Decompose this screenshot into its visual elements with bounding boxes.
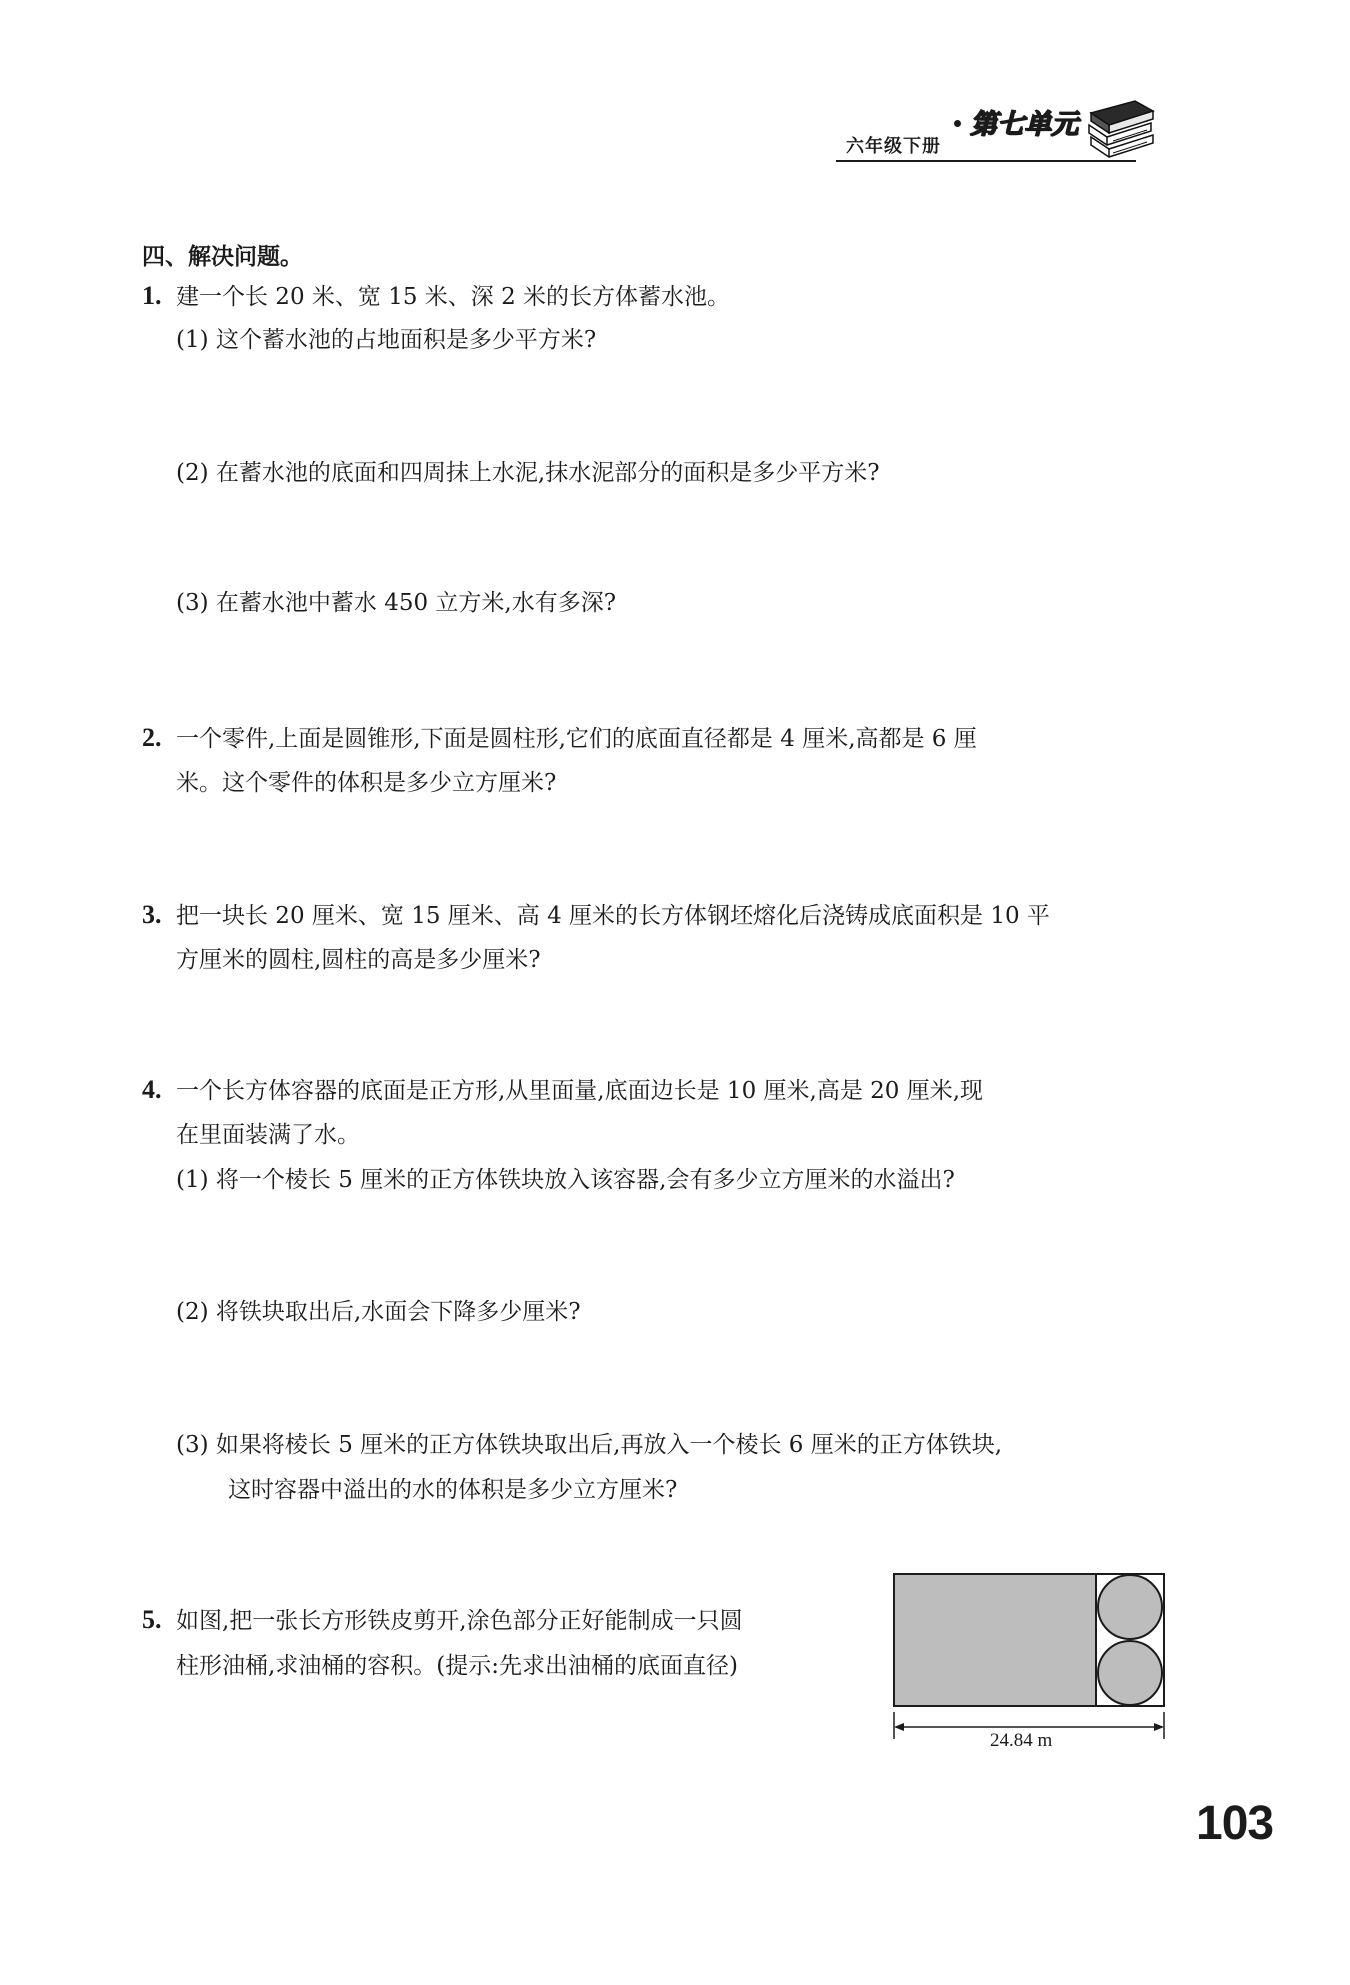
page-number: 103 xyxy=(1196,1797,1274,1850)
question-2-line-2: 米。这个零件的体积是多少立方厘米? xyxy=(176,770,557,796)
book-stack-icon xyxy=(1085,95,1157,165)
question-text: 建一个长 20 米、宽 15 米、深 2 米的长方体蓄水池。 xyxy=(176,284,731,310)
question-text-line-1: 如图,把一张长方形铁皮剪开,涂色部分正好能制成一只圆 xyxy=(176,1608,743,1634)
unit-title: 第七单元 xyxy=(970,109,1078,140)
question-4 xyxy=(142,1070,983,1111)
question-text-line-1: 一个长方体容器的底面是正方形,从里面量,底面边长是 10 厘米,高是 20 厘米,现 xyxy=(176,1078,984,1104)
question-4-sub-1: (1) 将一个棱长 5 厘米的正方体铁块放入该容器,会有多少立方厘米的水溢出? xyxy=(176,1167,955,1193)
question-number: 2. xyxy=(142,723,162,752)
question-text-line-1: 把一块长 20 厘米、宽 15 厘米、高 4 厘米的长方体钢坯熔化后浇铸成底面积是 10 平 xyxy=(176,903,1050,929)
question-4-sub-2: (2) 将铁块取出后,水面会下降多少厘米? xyxy=(176,1299,581,1325)
width-dimension-label: 24.84 m xyxy=(990,1730,1053,1751)
question-number: 1. xyxy=(142,281,162,310)
question-number: 5. xyxy=(142,1605,162,1634)
question-1-sub-3: (3) 在蓄水池中蓄水 450 立方米,水有多深? xyxy=(176,590,617,616)
question-text-line-1: 一个零件,上面是圆锥形,下面是圆柱形,它们的底面直径都是 4 厘米,高都是 6 厘 xyxy=(176,726,977,752)
question-number: 3. xyxy=(142,900,162,929)
question-5 xyxy=(142,1600,743,1641)
header-dot xyxy=(954,120,961,127)
section-title: 四、解决问题。 xyxy=(142,244,303,270)
question-4-sub-3-line-2: 这时容器中溢出的水的体积是多少立方厘米? xyxy=(228,1477,678,1503)
question-1 xyxy=(142,276,730,317)
question-5-line-2: 柱形油桶,求油桶的容积。(提示:先求出油桶的底面直径) xyxy=(176,1653,739,1679)
question-1-sub-1: (1) 这个蓄水池的占地面积是多少平方米? xyxy=(176,327,597,353)
question-4-sub-3: (3) 如果将棱长 5 厘米的正方体铁块取出后,再放入一个棱长 6 厘米的正方体铁块, xyxy=(176,1432,1003,1458)
question-2 xyxy=(142,718,977,759)
question-3 xyxy=(142,895,1050,936)
question-3-line-2: 方厘米的圆柱,圆柱的高是多少厘米? xyxy=(176,947,541,973)
grade-label: 六年级下册 xyxy=(846,136,941,157)
question-1-sub-2: (2) 在蓄水池的底面和四周抹上水泥,抹水泥部分的面积是多少平方米? xyxy=(176,460,880,486)
question-number: 4. xyxy=(142,1075,162,1104)
question-4-line-2: 在里面装满了水。 xyxy=(176,1122,360,1148)
